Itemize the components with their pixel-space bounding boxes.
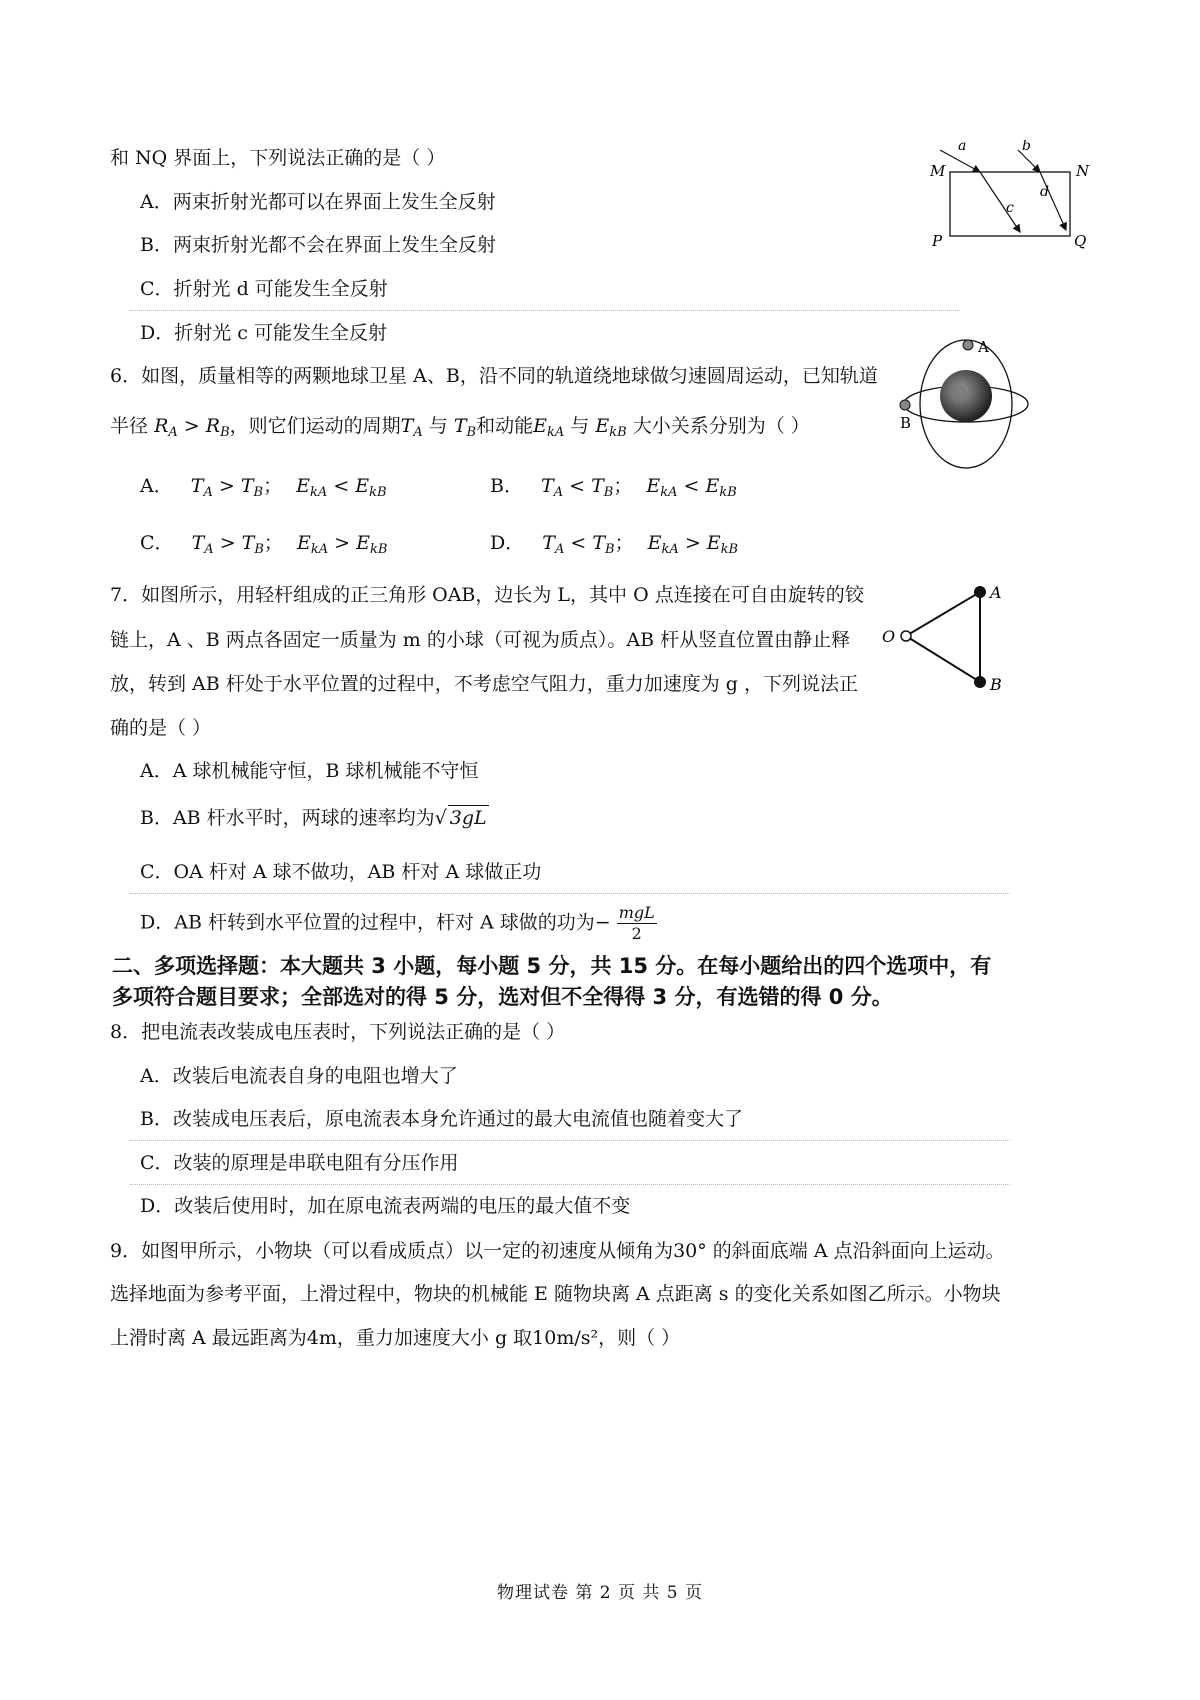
sqrt-symbol: √ xyxy=(434,807,447,829)
ball-b xyxy=(974,676,986,688)
q6-option-c: C． $T_A > T_B$； $E_{kA} > E_{kB}$ xyxy=(140,532,388,557)
q5-option-b: B．两束折射光都不会在界面上发生全反射 xyxy=(140,234,496,256)
q6-orbit-figure xyxy=(896,336,1036,476)
divider xyxy=(130,310,960,311)
q5-stem-line: 和 NQ 界面上，下列说法正确的是（ ） xyxy=(110,147,446,169)
label-B: B xyxy=(990,675,1002,694)
option-letter: C． xyxy=(140,532,174,554)
hinge-o xyxy=(901,631,911,641)
q6-text: 半径 xyxy=(110,415,149,437)
divider xyxy=(130,1184,1010,1185)
q5-option-c: C．折射光 d 可能发生全反射 xyxy=(140,278,388,300)
ray-d xyxy=(1040,172,1066,230)
option-formula: $E_{kA} > E_{kB}$ xyxy=(296,532,388,557)
q6-period-a: $T_A$ xyxy=(400,415,423,440)
q7-option-d xyxy=(140,903,657,944)
q6-option-b: B． $T_A < T_B$； $E_{kA} < E_{kB}$ xyxy=(490,475,737,500)
option-formula: $T_A < T_B$ xyxy=(542,532,615,557)
q8-option-c: C．改装的原理是串联电阻有分压作用 xyxy=(140,1152,459,1174)
label-N: N xyxy=(1076,162,1090,180)
q7-option-b xyxy=(140,805,489,830)
option-letter: B． xyxy=(490,475,523,497)
satellite-b xyxy=(900,400,910,410)
option-formula: $T_A > T_B$ xyxy=(191,532,264,557)
q6-text: ，则它们运动的周期 xyxy=(229,415,401,437)
q6-option-d: D． $T_A < T_B$； $E_{kA} > E_{kB}$ xyxy=(490,532,739,557)
q6-text: 与 xyxy=(570,415,590,437)
q6-text: 大小关系分别为（ ） xyxy=(632,415,810,437)
option-formula: $E_{kA} < E_{kB}$ xyxy=(646,475,737,500)
q7-option-c: C．OA 杆对 A 球不做功，AB 杆对 A 球做正功 xyxy=(140,861,542,883)
q6-stem-line-1: 6．如图，质量相等的两颗地球卫星 A、B，沿不同的轨道绕地球做匀速圆周运动，已知轨道 xyxy=(110,365,878,387)
q7-stem-line-4: 确的是（ ） xyxy=(110,717,212,739)
section-heading-line-1: 二、多项选择题：本大题共 3 小题，每小题 5 分，共 15 分。在每小题给出的四个选项中，有 xyxy=(112,954,992,978)
label-B: B xyxy=(900,414,912,432)
fraction-denominator: 2 xyxy=(631,924,642,943)
label-M: M xyxy=(930,162,946,180)
q6-text: 和动能 xyxy=(476,415,534,437)
label-P: P xyxy=(932,232,943,250)
page-footer: 物理试卷 第 2 页 共 5 页 xyxy=(496,1583,704,1603)
option-letter: D． xyxy=(490,532,525,554)
fraction-numerator: mgL xyxy=(618,903,655,922)
q8-option-b: B．改装成电压表后，原电流表本身允许通过的最大电流值也随着变大了 xyxy=(140,1108,743,1130)
divider xyxy=(130,1140,1010,1141)
option-text: D．AB 杆转到水平位置的过程中，杆对 A 球做的功为− xyxy=(140,911,611,934)
q6-period-b: $T_B$ xyxy=(453,415,477,440)
option-formula: $T_A < T_B$ xyxy=(541,475,614,500)
label-O: O xyxy=(882,627,896,646)
q6-energy-b: $E_{kB}$ xyxy=(595,415,627,440)
triangle-oab xyxy=(906,592,980,682)
q8-option-a: A．改装后电流表自身的电阻也增大了 xyxy=(140,1065,458,1087)
label-Q: Q xyxy=(1074,232,1087,250)
ray-c xyxy=(980,172,1020,232)
option-formula: $E_{kA} < E_{kB}$ xyxy=(296,475,387,500)
label-b: b xyxy=(1022,140,1031,154)
q9-stem-line-2: 选择地面为参考平面，上滑过程中，物块的机械能 E 随物块离 A 点距离 s 的变化关系如图乙所示。小物块 xyxy=(110,1283,1001,1305)
q7-option-a: A．A 球机械能守恒，B 球机械能不守恒 xyxy=(140,760,479,782)
label-A: A xyxy=(990,583,1002,602)
sqrt-content: 3gL xyxy=(449,807,487,829)
q8-stem: 8．把电流表改装成电压表时，下列说法正确的是（ ） xyxy=(110,1021,566,1043)
q6-text: 与 xyxy=(428,415,448,437)
q7-stem-line-2: 链上，A 、B 两点各固定一质量为 m 的小球（可视为质点）。AB 杆从竖直位置由静止释 xyxy=(110,629,851,651)
q6-energy-a: $E_{kA}$ xyxy=(533,415,565,440)
q6-radius-relation: $R_A > R_B$ xyxy=(154,415,230,440)
option-letter: A． xyxy=(140,475,173,497)
fraction xyxy=(617,903,657,944)
q5-option-a: A．两束折射光都可以在界面上发生全反射 xyxy=(140,191,496,213)
q9-stem-line-1: 9．如图甲所示，小物块（可以看成质点）以一定的初速度从倾角为30° 的斜面底端 A 点沿斜面向上运动。 xyxy=(110,1240,1005,1262)
label-A: A xyxy=(978,338,989,356)
section-heading-line-2: 多项符合题目要求；全部选对的得 5 分，选对但不全得得 3 分，有选错的得 0 分。 xyxy=(112,985,893,1009)
option-text: B．AB 杆水平时，两球的速率均为 xyxy=(140,807,435,829)
q8-option-d: D．改装后使用时，加在原电流表两端的电压的最大值不变 xyxy=(140,1195,631,1217)
q7-triangle-figure xyxy=(878,580,1018,700)
q9-stem-line-3: 上滑时离 A 最远距离为4m，重力加速度大小 g 取10m/s²，则（ ） xyxy=(110,1327,681,1349)
divider xyxy=(130,893,1010,894)
q7-stem-line-3: 放，转到 AB 杆处于水平位置的过程中，不考虑空气阻力，重力加速度为 g ，下列说法正 xyxy=(110,673,859,695)
label-a: a xyxy=(958,140,967,154)
q7-stem-line-1: 7．如图所示，用轻杆组成的正三角形 OAB，边长为 L，其中 O 点连接在可自由旋转的铰 xyxy=(110,584,864,606)
ball-a xyxy=(974,586,986,598)
option-formula: $E_{kA} > E_{kB}$ xyxy=(647,532,739,557)
label-c: c xyxy=(1006,200,1014,216)
q5-refraction-figure xyxy=(920,140,1100,260)
label-d: d xyxy=(1040,184,1049,200)
q5-option-d: D．折射光 c 可能发生全反射 xyxy=(140,322,387,344)
satellite-a xyxy=(963,340,973,350)
q6-stem-line-2 xyxy=(110,414,810,445)
q6-option-a: A． $T_A > T_B$； $E_{kA} < E_{kB}$ xyxy=(140,475,387,500)
option-formula: $T_A > T_B$ xyxy=(190,475,264,500)
